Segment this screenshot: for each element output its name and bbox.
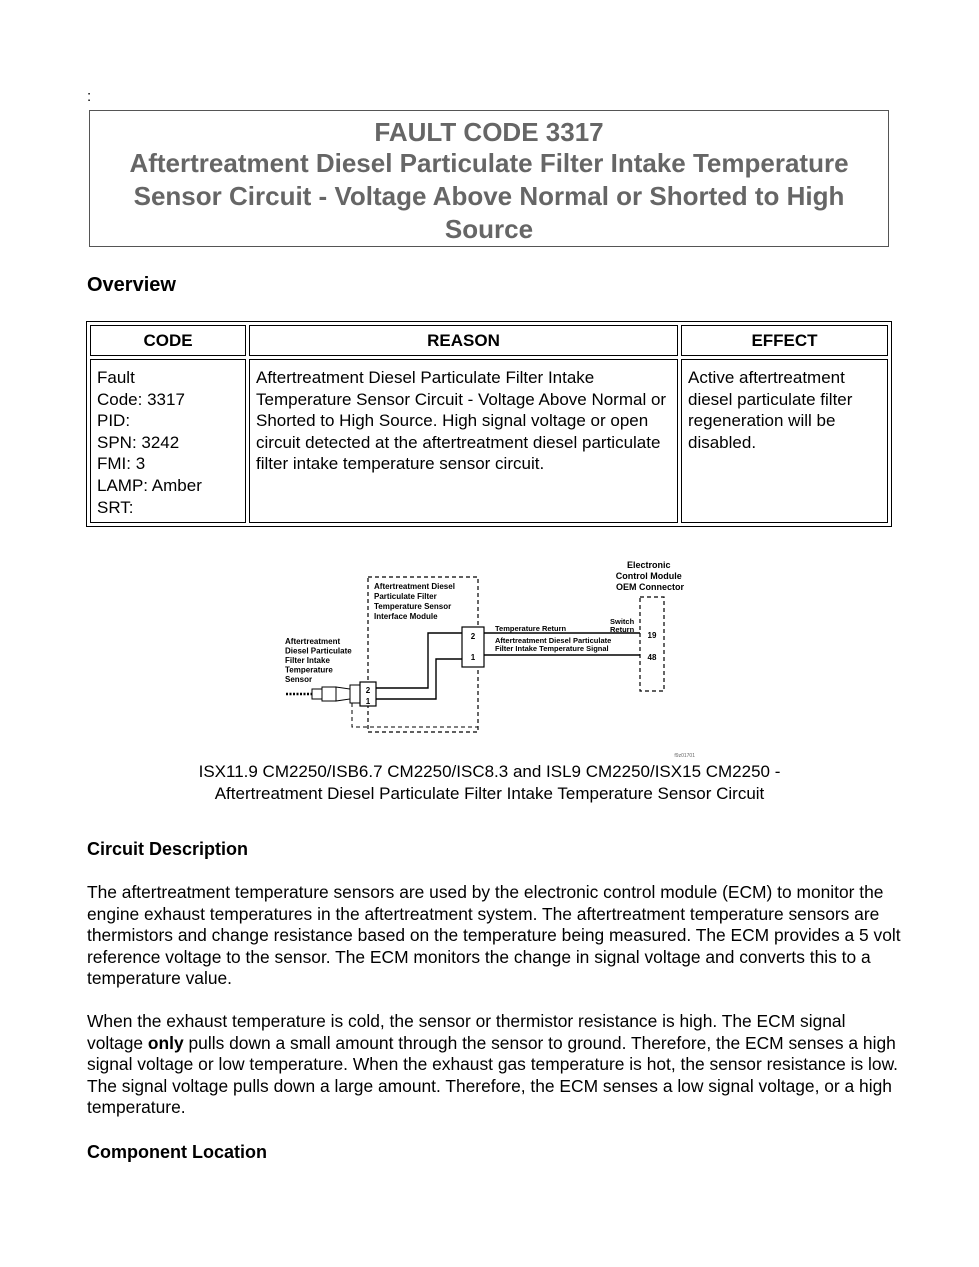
- sensor-wire-2: [376, 633, 462, 688]
- code-line: FMI: 3: [97, 454, 146, 474]
- return-wire-label: Temperature Return: [495, 624, 567, 633]
- ecm-pin-48: 48: [647, 653, 657, 662]
- ecm-connector: [640, 597, 664, 691]
- fault-code-description: Aftertreatment Diesel Particulate Filter Intake Temperature Sensor Circuit - Voltage Above Normal or Shorted to High Source: [129, 148, 849, 244]
- ecm-label: Electronic Control Module OEM Connector: [615, 560, 685, 592]
- paragraph-text: When the exhaust temperature is cold, the sensor or thermistor resistance is high. The ECM signal voltage: [87, 1011, 846, 1053]
- table-header-row: [90, 325, 888, 356]
- ecm-pin-19: 19: [647, 631, 657, 640]
- code-line: Code: 3317: [97, 389, 185, 409]
- interface-module-label: Aftertreatment Diesel Particulate Filter Temperature Sensor Interface Module: [374, 582, 455, 621]
- stray-colon: :: [87, 88, 92, 105]
- emphasis-text: only: [147, 1032, 184, 1053]
- fault-overview-table: [86, 321, 892, 527]
- circuit-description-paragraph-1: The aftertreatment temperature sensors are used by the electronic control module (ECM) to monitor the engine exhaust temperatures in the aftertreatment system. The aftertreatment temperature sensors are thermistors and change resistance based on the temperature being measured. The ECM provides a 5 volt reference voltage to the sensor. The ECM monitors the change in signal voltage and converts this to a temperature value.: [87, 882, 901, 989]
- title-box: [89, 110, 889, 247]
- circuit-description-heading: Circuit Description: [87, 839, 249, 859]
- column-header-code: CODE: [90, 325, 246, 356]
- code-line: SRT:: [97, 497, 134, 517]
- code-line: LAMP: Amber: [97, 475, 202, 495]
- sensor-label: Aftertreatment Diesel Particulate Filter Intake Temperature Sensor: [285, 637, 352, 684]
- overview-heading: Overview: [87, 274, 176, 296]
- code-line: PID:: [97, 411, 131, 431]
- circuit-diagram: [280, 555, 710, 760]
- sensor-pin-1: 1: [365, 697, 371, 706]
- caption-line-1: ISX11.9 CM2250/ISB6.7 CM2250/ISC8.3 and ISL9 CM2250/ISX15 CM2250 -: [198, 762, 781, 781]
- temperature-sensor-icon: [286, 685, 360, 703]
- switch-return-label: Switch Return: [610, 617, 635, 634]
- figure-id: f9z01701: [674, 753, 695, 759]
- paragraph-text: pulls down a small amount through the sensor to ground. Therefore, the ECM senses a high signal voltage or low temperature. When the exhaust gas temperature is hot, the sensor resistance is low. The signal voltage pulls down a large amount. Therefore, the ECM senses a low signal voltage, or a high temperature.: [87, 1032, 899, 1118]
- figure-caption: [100, 761, 879, 805]
- sensor-pin-2: 2: [365, 686, 371, 695]
- interface-pin-2: 2: [470, 632, 476, 641]
- code-cell: [90, 359, 246, 523]
- interface-pin-1: 1: [470, 653, 476, 662]
- sensor-wire-1: [376, 659, 462, 699]
- code-line: Fault: [97, 368, 135, 387]
- circuit-description-paragraph-2: [87, 1011, 902, 1119]
- caption-line-2: Aftertreatment Diesel Particulate Filter Intake Temperature Sensor Circuit: [214, 784, 765, 803]
- column-header-effect: EFFECT: [681, 325, 888, 356]
- fault-code-title: FAULT CODE 3317: [374, 117, 604, 147]
- component-location-heading: Component Location: [87, 1142, 267, 1162]
- signal-wire-label: Aftertreatment Diesel Particulate Filter Intake Temperature Signal: [495, 636, 612, 653]
- reason-cell: Aftertreatment Diesel Particulate Filter Intake Temperature Sensor Circuit - Voltage Above Normal or Shorted to High Source. High signal voltage or open circuit detected at the aftertreatment diesel particulate filter intake temperature sensor circuit.: [249, 359, 678, 523]
- table-row: [90, 359, 888, 523]
- effect-cell: Active aftertreatment diesel particulate filter regeneration will be disabled.: [681, 359, 888, 523]
- code-line: SPN: 3242: [97, 432, 180, 452]
- column-header-reason: REASON: [249, 325, 678, 356]
